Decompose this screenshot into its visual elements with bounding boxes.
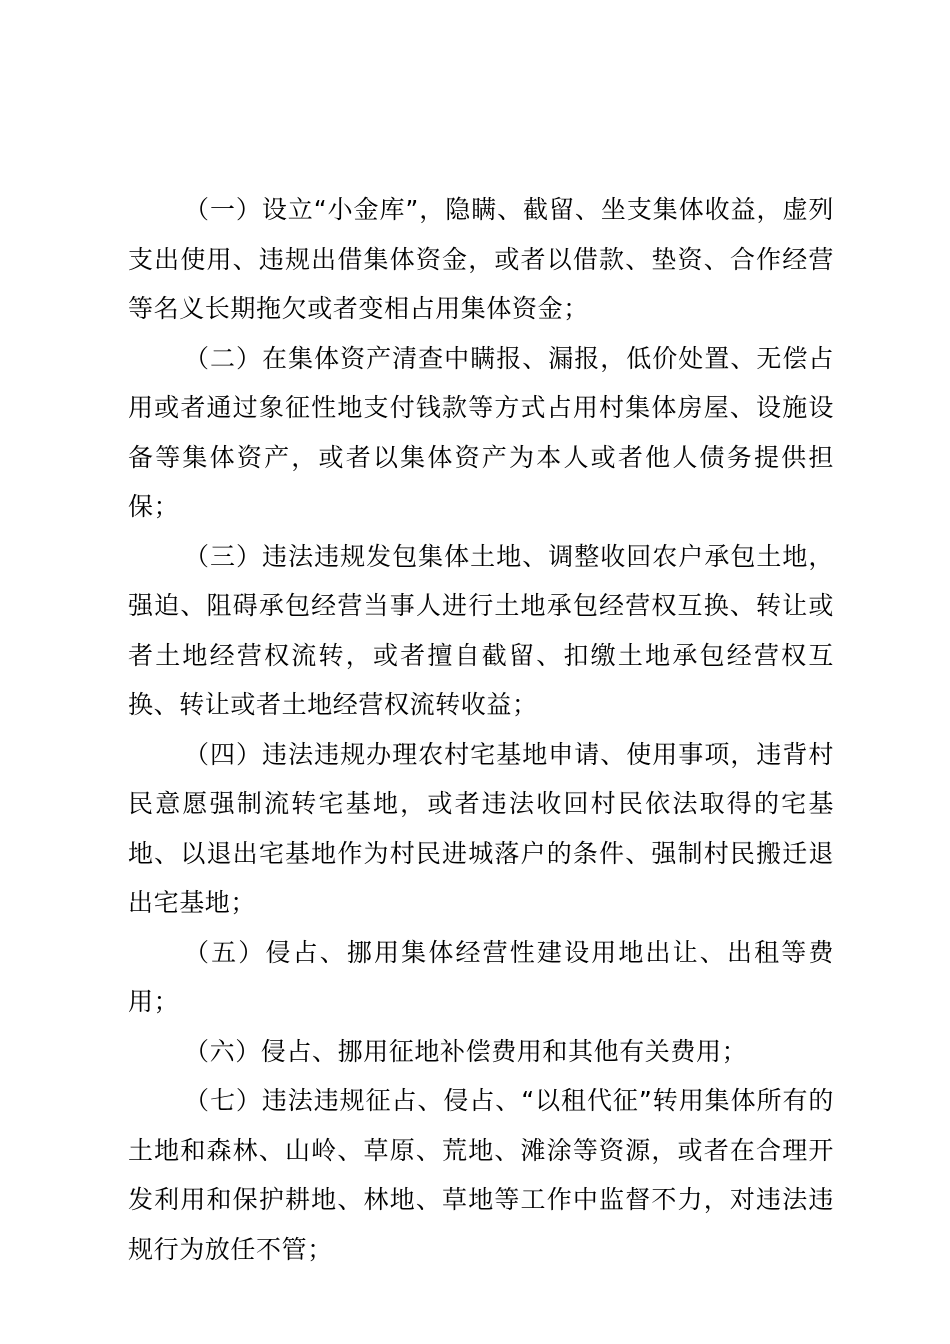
paragraph-item-6: （六）侵占、挪用征地补偿费用和其他有关费用； bbox=[184, 1036, 748, 1066]
paragraph-item-7: （七）违法违规征占、侵占、“以租代征”转用集体所有的土地和森林、山岭、草原、荒地、滩涂等资源，或者在合理开发利用和保护耕地、林地、草地等工作中监督不力，对违法违规行为放任不管； bbox=[128, 1086, 834, 1264]
paragraph-item-5: （五）侵占、挪用集体经营性建设用地出让、出租等费用； bbox=[128, 937, 834, 1016]
document-body bbox=[128, 185, 834, 1274]
paragraph-item-3: （三）违法违规发包集体土地、调整收回农户承包土地，强迫、阻碍承包经营当事人进行土地承包经营权互换、转让或者土地经营权流转，或者擅自截留、扣缴土地承包经营权互换、转让或者土地经营权流转收益； bbox=[128, 541, 834, 719]
paragraph-item-2: （二）在集体资产清查中瞒报、漏报，低价处置、无偿占用或者通过象征性地支付钱款等方式占用村集体房屋、设施设备等集体资产，或者以集体资产为本人或者他人债务提供担保； bbox=[128, 343, 834, 521]
paragraph-item-1: （一）设立“小金库”，隐瞒、截留、坐支集体收益，虚列支出使用、违规出借集体资金，或者以借款、垫资、合作经营等名义长期拖欠或者变相占用集体资金； bbox=[128, 195, 834, 323]
paragraph-item-4: （四）违法违规办理农村宅基地申请、使用事项，违背村民意愿强制流转宅基地，或者违法收回村民依法取得的宅基地、以退出宅基地作为村民进城落户的条件、强制村民搬迁退出宅基地； bbox=[128, 739, 834, 917]
